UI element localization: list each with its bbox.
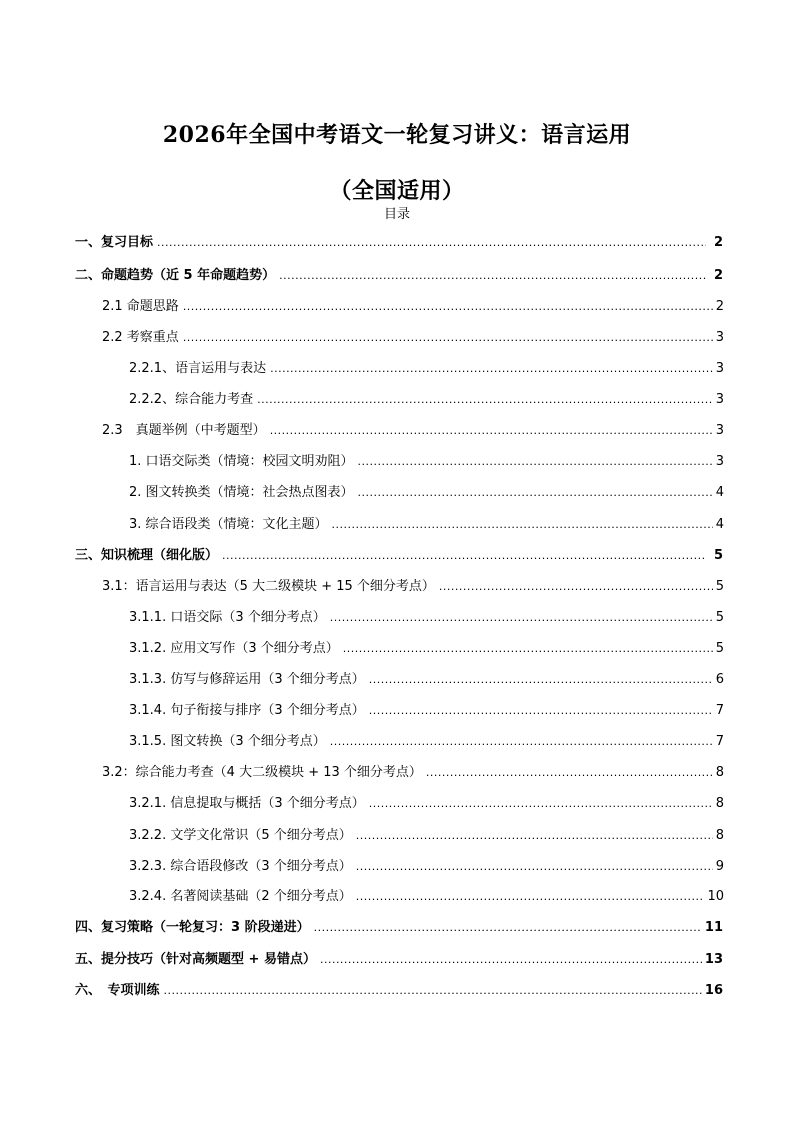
toc-entry-label: 3.1.3. 仿写与修辞运用（3 个细分考点）	[129, 672, 365, 687]
toc-entry[interactable]	[102, 763, 724, 783]
toc-entry-label: 四、复习策略（一轮复习：3 阶段递进）	[75, 920, 310, 935]
toc-entry[interactable]	[102, 328, 724, 348]
toc-entry-page-number: 7	[715, 703, 724, 718]
toc-entry-label: 3.1.4. 句子衔接与排序（3 个细分考点）	[129, 703, 365, 718]
toc-entry-label: 3.1：语言运用与表达（5 大二级模块 + 15 个细分考点）	[102, 579, 435, 594]
toc-entry[interactable]	[129, 639, 724, 659]
toc-dot-leader	[358, 452, 713, 472]
toc-entry-page-number: 11	[704, 920, 723, 935]
toc-dot-leader	[358, 483, 713, 503]
toc-entry-page-number: 10	[707, 889, 724, 904]
toc-entry-label: 2.1 命题思路	[102, 299, 179, 314]
toc-entry-label: 一、复习目标	[75, 235, 154, 250]
toc-dot-leader	[369, 794, 713, 814]
toc-dot-leader	[330, 608, 713, 628]
toc-entry[interactable]	[129, 608, 724, 628]
toc-entry[interactable]	[129, 701, 724, 721]
toc-entry-page-number: 4	[715, 517, 724, 532]
toc-dot-leader	[270, 359, 713, 379]
toc-dot-leader	[183, 328, 713, 348]
toc-entry-label: 3.2.3. 综合语段修改（3 个细分考点）	[129, 859, 352, 874]
toc-entry-page-number: 13	[704, 952, 723, 967]
toc-entry-label: 3.2：综合能力考查（4 大二级模块 + 13 个细分考点）	[102, 765, 422, 780]
toc-entry-page-number: 16	[704, 983, 723, 998]
toc-entry-page-number: 8	[715, 765, 724, 780]
toc-dot-leader	[314, 918, 702, 938]
toc-dot-leader	[330, 732, 713, 752]
toc-dot-leader	[279, 266, 706, 286]
toc-entry[interactable]	[75, 546, 723, 566]
toc-entry-page-number: 5	[715, 579, 724, 594]
toc-entry-label: 3.2.2. 文学文化常识（5 个细分考点）	[129, 828, 352, 843]
toc-entry[interactable]	[129, 826, 724, 846]
toc-dot-leader	[222, 546, 706, 566]
toc-entry-page-number: 7	[715, 734, 724, 749]
toc-entry[interactable]	[129, 887, 724, 907]
toc-dot-leader	[369, 670, 713, 690]
document-title: 2026年全国中考语文一轮复习讲义：语言运用	[162, 122, 632, 148]
toc-entry[interactable]	[129, 452, 724, 472]
toc-entry-label: 3.2.4. 名著阅读基础（2 个细分考点）	[129, 889, 352, 904]
toc-entry-page-number: 5	[715, 641, 724, 656]
toc-entry[interactable]	[129, 515, 724, 535]
toc-dot-leader	[183, 297, 713, 317]
toc-entry-page-number: 4	[715, 485, 724, 500]
toc-entry[interactable]	[129, 794, 724, 814]
toc-entry-label: 3.1.5. 图文转换（3 个细分考点）	[129, 734, 326, 749]
toc-entry[interactable]	[75, 918, 723, 938]
document-subtitle: （全国适用）	[329, 178, 465, 204]
toc-dot-leader	[320, 950, 702, 970]
toc-entry-page-number: 3	[715, 361, 724, 376]
toc-entry-page-number: 2	[713, 268, 723, 283]
toc-entry[interactable]	[75, 981, 723, 1001]
toc-entry-page-number: 3	[715, 330, 724, 345]
toc-entry[interactable]	[129, 670, 724, 690]
toc-dot-leader	[369, 701, 713, 721]
toc-entry[interactable]	[102, 297, 724, 317]
toc-entry[interactable]	[129, 857, 724, 877]
toc-dot-leader	[164, 981, 702, 1001]
toc-dot-leader	[157, 233, 706, 253]
toc-entry-page-number: 8	[715, 796, 724, 811]
toc-dot-leader	[343, 639, 713, 659]
toc-entry-page-number: 3	[715, 454, 724, 469]
toc-entry-label: 2.2.1、语言运用与表达	[129, 361, 267, 376]
toc-entry-label: 2.3 真题举例（中考题型）	[102, 423, 266, 438]
toc-dot-leader	[426, 763, 713, 783]
toc-entry-page-number: 8	[715, 828, 724, 843]
toc-entry-label: 五、提分技巧（针对高频题型 + 易错点）	[75, 952, 316, 967]
toc-entry[interactable]	[75, 266, 723, 286]
toc-entry[interactable]	[75, 950, 723, 970]
toc-entry-label: 2.2 考察重点	[102, 330, 179, 345]
toc-entry[interactable]	[129, 359, 724, 379]
toc-dot-leader	[356, 857, 713, 877]
toc-entry[interactable]	[102, 421, 724, 441]
toc-dot-leader	[332, 515, 713, 535]
toc-entry-page-number: 2	[715, 299, 724, 314]
toc-entry-label: 二、命题趋势（近 5 年命题趋势）	[75, 268, 276, 283]
toc-entry[interactable]	[129, 390, 724, 410]
toc-entry-page-number: 3	[715, 392, 724, 407]
toc-heading: 目录	[383, 207, 410, 222]
toc-dot-leader	[439, 577, 713, 597]
toc-entry-page-number: 6	[715, 672, 724, 687]
toc-entry[interactable]	[129, 483, 724, 503]
toc-entry-label: 3. 综合语段类（情境：文化主题）	[129, 517, 328, 532]
toc-entry-label: 3.2.1. 信息提取与概括（3 个细分考点）	[129, 796, 365, 811]
toc-entry-page-number: 3	[715, 423, 724, 438]
toc-entry-label: 六、 专项训练	[75, 983, 160, 998]
toc-entry[interactable]	[75, 233, 723, 253]
toc-entry-page-number: 2	[713, 235, 723, 250]
toc-dot-leader	[270, 421, 713, 441]
toc-entry-label: 3.1.1. 口语交际（3 个细分考点）	[129, 610, 326, 625]
toc-entry-page-number: 5	[713, 548, 723, 563]
toc-dot-leader	[356, 887, 705, 907]
toc-entry-label: 2.2.2、综合能力考查	[129, 392, 254, 407]
toc-entry[interactable]	[129, 732, 724, 752]
toc-entry-label: 2. 图文转换类（情境：社会热点图表）	[129, 485, 354, 500]
toc-entry-label: 三、知识梳理（细化版）	[75, 548, 219, 563]
toc-entry[interactable]	[102, 577, 724, 597]
toc-dot-leader	[356, 826, 713, 846]
toc-dot-leader	[257, 390, 713, 410]
toc-entry-page-number: 5	[715, 610, 724, 625]
toc-entry-label: 3.1.2. 应用文写作（3 个细分考点）	[129, 641, 339, 656]
toc-entry-page-number: 9	[715, 859, 724, 874]
toc-entry-label: 1. 口语交际类（情境：校园文明劝阻）	[129, 454, 354, 469]
